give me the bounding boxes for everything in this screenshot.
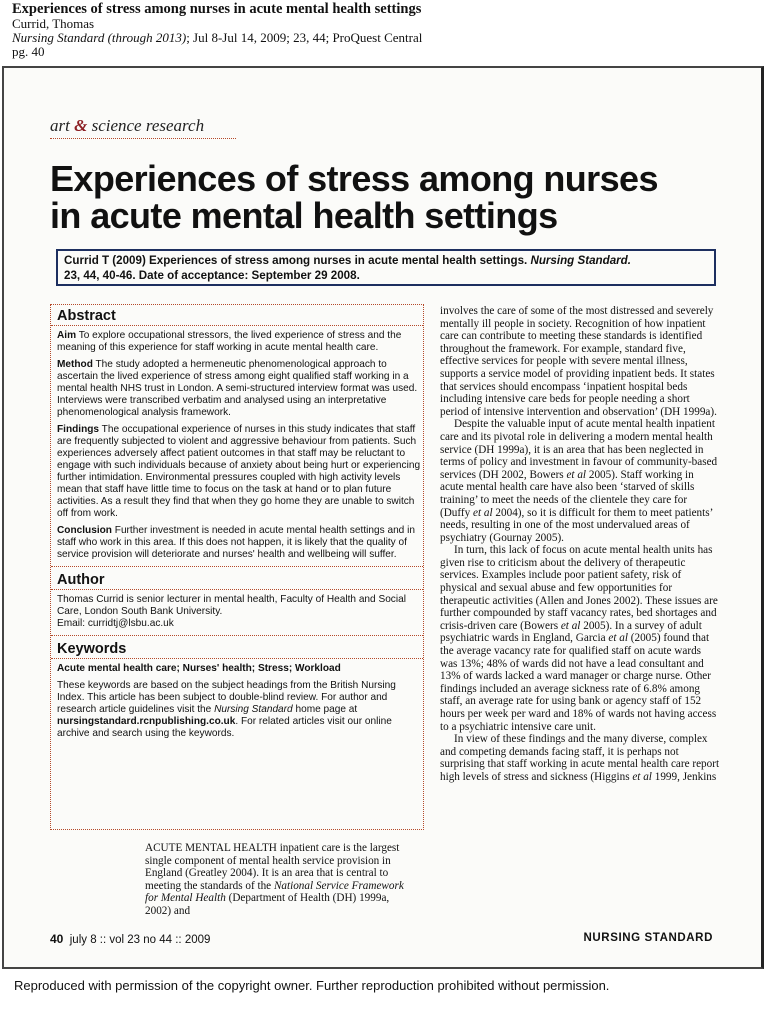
intro-text-b: (Department of Health (DH) 1999a, 2002) and xyxy=(145,892,390,917)
section-label-ampersand: & xyxy=(74,116,88,135)
body-paragraph-4 xyxy=(440,733,720,783)
keywords-note-b: home page at xyxy=(292,704,358,715)
intro-caps: ACUTE MENTAL HEALTH xyxy=(145,842,277,854)
method-text: The study adopted a hermeneutic phenomenological approach to ascertain the lived experience of stress among eight qualified staff working in a mental health NHS trust in London. A semi-structured interview format was used. Interviews were transcribed verbatim and analysed using an interpretative phenomenological analysis framework. xyxy=(57,359,418,418)
citation-text: Currid T (2009) Experiences of stress among nurses in acute mental health settings. xyxy=(64,254,531,267)
issue-info: july 8 :: vol 23 no 44 :: 2009 xyxy=(69,934,211,946)
document-page: pg. 40 xyxy=(12,44,45,59)
citation-box xyxy=(56,249,716,286)
abstract-conclusion xyxy=(57,525,423,561)
conclusion-text: Further investment is needed in acute mental health settings and in staff who work in this area. If this does not happen, it is likely that the quality of service provision will deteriorate and nurses' health and wellbeing will suffer. xyxy=(57,525,415,560)
method-label: Method xyxy=(57,359,93,370)
page-number: 40 xyxy=(50,932,64,946)
citation-journal: Nursing Standard. xyxy=(530,254,631,267)
abstract-aim xyxy=(57,330,423,354)
document-author: Currid, Thomas xyxy=(12,16,95,31)
keywords-heading-rule xyxy=(51,658,423,659)
findings-label: Findings xyxy=(57,424,100,435)
aim-label: Aim xyxy=(57,330,77,341)
abstract-rule xyxy=(51,325,423,326)
article-title-line-2: in acute mental health settings xyxy=(50,195,558,236)
intro-paragraph xyxy=(145,842,409,918)
aim-text: To explore occupational stressors, the lived experience of stress and the meaning of this experience for staff working in acute mental health care. xyxy=(57,330,402,353)
keywords-list xyxy=(57,663,423,675)
article-title xyxy=(50,160,750,234)
intro-text-a: inpatient care is the largest single component of mental health service provision in England (Greatley 2004). It is an area that is central to meeting the standards of the xyxy=(145,842,400,892)
abstract-heading: Abstract xyxy=(57,308,116,324)
copyright-notice: Reproduced with permission of the copyright owner. Further reproduction prohibited without permission. xyxy=(14,978,610,993)
p3-text-c: (2005) found that the average vacancy rate for qualified staff on acute wards was 13%; 48% of wards did not have a lead consultant and 13% of wards lacked a ward manager or charge nurse. Other findings included an average sickness rate of 6.8% among staff, an average rate for using bank or agency staff of 152 hours per week per ward and 18% of wards not having access to a psychiatric intensive care unit. xyxy=(440,632,717,733)
p2-italic-2: et al xyxy=(473,506,493,519)
keywords-rule xyxy=(51,635,423,636)
keywords-text: Acute mental health care; Nurses' health; Stress; Workload xyxy=(57,663,341,674)
document-header xyxy=(12,2,752,59)
article-title-line-1: Experiences of stress among nurses xyxy=(50,158,658,199)
document-title: Experiences of stress among nurses in acute mental health settings xyxy=(12,1,422,17)
body-column-right xyxy=(440,305,720,784)
source-details: ; Jul 8-Jul 14, 2009; 23, 44; ProQuest Central xyxy=(186,30,423,45)
keywords-note-c: . For related articles visit our online archive and search using the keywords. xyxy=(57,716,392,739)
document-source xyxy=(12,31,752,45)
author-info xyxy=(57,594,423,630)
conclusion-label: Conclusion xyxy=(57,525,112,536)
p4-text-a: In view of these findings and the many diverse, complex and competing demands facing staff, it is perhaps not surprising that staff working in acute mental health care report high levels of stress and sickness (Higgins xyxy=(440,733,720,783)
section-rule xyxy=(50,138,236,139)
p2-text-a: Despite the valuable input of acute mental health inpatient care and its pivotal role in delivering a modern mental health service (DH 1999a), it is an area that has been neglected in terms of policy and investment in favour of community-based services (DH 2002, Bowers xyxy=(440,418,718,481)
p4-text-b: 1999, Jenkins xyxy=(651,770,717,783)
source-journal: Nursing Standard (through 2013) xyxy=(12,30,187,45)
keywords-note xyxy=(57,680,423,740)
journal-name-footer: NURSING STANDARD xyxy=(583,932,713,944)
author-text: Thomas Currid is senior lecturer in mental health, Faculty of Health and Social Care, London South Bank University. xyxy=(57,594,406,617)
author-heading-rule xyxy=(51,589,423,590)
abstract-findings xyxy=(57,424,423,520)
body-paragraph-3 xyxy=(440,544,720,733)
p4-italic-1: et al xyxy=(632,770,652,783)
keywords-heading: Keywords xyxy=(57,641,127,657)
author-heading: Author xyxy=(57,572,105,588)
keywords-note-site: nursingstandard.rcnpublishing.co.uk xyxy=(57,716,236,727)
p2-text-b: 2005). Staff working in acute mental health care have also been ‘starved of skills training’ to meet the needs of the clientele they care for (Duffy xyxy=(440,468,695,519)
abstract-box xyxy=(50,304,424,830)
body-paragraph-2 xyxy=(440,418,720,544)
p3-text-b: 2005). In a survey of adult psychiatric wards in England, Garcia xyxy=(440,619,702,645)
p3-text-a: In turn, this lack of focus on acute mental health units has given rise to criticism about the delivery of therapeutic services. Examples include poor patient safety, risk of physical and sexual abuse and few opportunities for therapeutic activities (Allen and Jones 2002). These issues are further compounded by staff vacancy rates, bed shortages and crisis-driven care (Bowers xyxy=(440,544,718,632)
body-column-left xyxy=(145,842,409,918)
p2-text-c: 2004), so it is difficult for them to meet patients’ needs, resulting in one of the most undervalued areas of psychiatry (Gournay 2005). xyxy=(440,506,713,544)
intro-italic: National Service Framework for Mental Health xyxy=(145,879,404,905)
body-paragraph-1: involves the care of some of the most distressed and severely mentally ill people in society. Recognition of how inpatient care can contribute to meeting these standards is identified throughout the framework. For example, standard five, effective services for people with severe mental illness, supports a service model of providing inpatient beds. It states that services should encompass ‘inpatient hospital beds including intensive care beds for people needing a short period of intensive intervention and observation’ (DH 1999a). xyxy=(440,305,717,418)
keywords-note-journal: Nursing Standard xyxy=(214,704,293,715)
p2-italic-1: et al xyxy=(566,468,587,481)
abstract-method xyxy=(57,359,423,419)
author-email: Email: curridtj@lsbu.ac.uk xyxy=(57,618,174,629)
page-footer-left xyxy=(50,932,210,946)
author-rule xyxy=(51,566,423,567)
section-label-art: art xyxy=(50,116,70,135)
findings-text: The occupational experience of nurses in this study indicates that staff are frequently subjected to violent and aggressive behaviour from patients. Such experiences adversely affect patient outcomes in that staff may be reluctant to engage with such individuals because of anxiety about being hurt or experiencing further intimidation. Environmental pressures coupled with high activity levels mean that staff have little time to focus on the task at hand or to plan future activities. As a result they find that when they go home they are unable to switch off from work. xyxy=(57,424,421,519)
p3-italic-2: et al xyxy=(608,632,628,645)
section-label-rest: science research xyxy=(91,116,205,135)
p3-italic-1: et al xyxy=(560,619,581,632)
citation-details: 23, 44, 40-46. Date of acceptance: September 29 2008. xyxy=(64,269,360,282)
keywords-note-a: These keywords are based on the subject headings from the British Nursing Index. This article has been subject to double-blind review. For author and research article guidelines visit the xyxy=(57,680,396,715)
scanned-page xyxy=(2,66,764,969)
section-label xyxy=(50,116,204,136)
